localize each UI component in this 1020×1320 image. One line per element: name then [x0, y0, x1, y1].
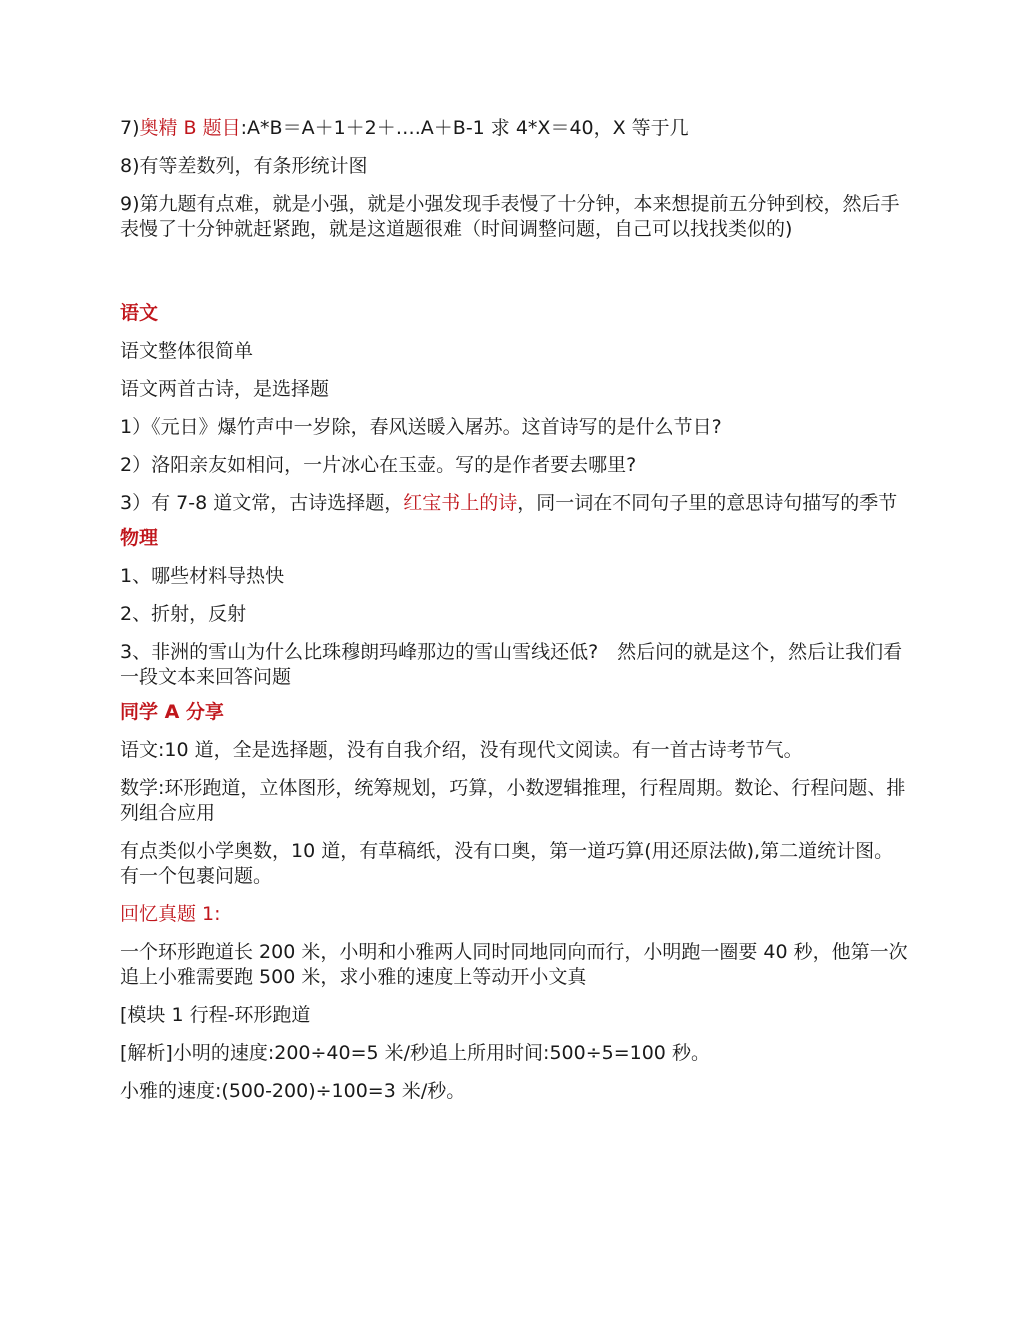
question-7	[120, 116, 910, 141]
chinese-heading: 语文	[120, 302, 159, 324]
chinese-line-4: 2）洛阳亲友如相问，一片冰心在玉壶。写的是作者要去哪里?	[120, 454, 637, 476]
recall-heading: 回忆真题 1:	[120, 903, 221, 925]
chinese-line-2: 语文两首古诗，是选择题	[120, 378, 330, 400]
physics-heading: 物理	[120, 527, 159, 549]
chinese-line-3: 1）《元日》爆竹声中一岁除，春风送暖入屠苏。这首诗写的是什么节日?	[120, 416, 722, 438]
recall-line-1: 一个环形跑道长 200 米，小明和小雅两人同时同地同向而行，小明跑一圈要 40 秒，他第一次追上小雅需要跑 500 米，求小雅的速度上等动开小文真	[120, 941, 908, 988]
share-line-2: 数学:环形跑道，立体图形，统筹规划，巧算，小数逻辑推理，行程周期。数论、行程问题、排列组合应用	[120, 777, 906, 824]
chinese-line-1: 语文整体很简单	[120, 340, 254, 362]
recall-line-2: [模块 1 行程-环形跑道	[120, 1004, 311, 1026]
share-line-3: 有点类似小学奥数，10 道，有草稿纸，没有口奥，第一道巧算(用还原法做),第二道统计图。有一个包裹问题。	[120, 840, 894, 887]
physics-line-2: 2、折射，反射	[120, 603, 247, 625]
question-8: 8)有等差数列，有条形统计图	[120, 155, 368, 177]
recall-line-4: 小雅的速度:(500-200)÷100=3 米/秒。	[120, 1080, 466, 1102]
chinese-line-5-b: ，同一词在不同句子里的意思诗句描写的季节	[517, 492, 898, 514]
physics-line-1: 1、哪些材料导热快	[120, 565, 285, 587]
question-7-prefix: 7)	[120, 117, 140, 139]
share-line-1: 语文:10 道，全是选择题，没有自我介绍，没有现代文阅读。有一首古诗考节气。	[120, 739, 803, 761]
recall-line-3: [解析]小明的速度:200÷40=5 米/秒追上所用时间:500÷5=100 秒。	[120, 1042, 710, 1064]
chinese-line-5-a: 3）有 7-8 道文常，古诗选择题，	[120, 492, 404, 514]
document-page	[120, 116, 910, 1117]
physics-line-3: 3、非洲的雪山为什么比珠穆朗玛峰那边的雪山雪线还低? 然后问的就是这个，然后让我们看一段文本来回答问题	[120, 641, 903, 688]
question-7-highlight: 奥精 B 题目	[139, 117, 241, 139]
question-9: 9)第九题有点难，就是小强，就是小强发现手表慢了十分钟，本来想提前五分钟到校，然后手表慢了十分钟就赶紧跑，就是这道题很难（时间调整问题，自己可以找找类似的)	[120, 193, 900, 240]
chinese-line-5	[120, 491, 910, 516]
share-heading: 同学 A 分享	[120, 701, 224, 723]
chinese-line-5-highlight: 红宝书上的诗	[403, 492, 518, 514]
question-7-rest: :A*B＝A＋1＋2＋….A＋B-1 求 4*X＝40，X 等于几	[240, 117, 689, 139]
section-gap	[120, 255, 910, 301]
